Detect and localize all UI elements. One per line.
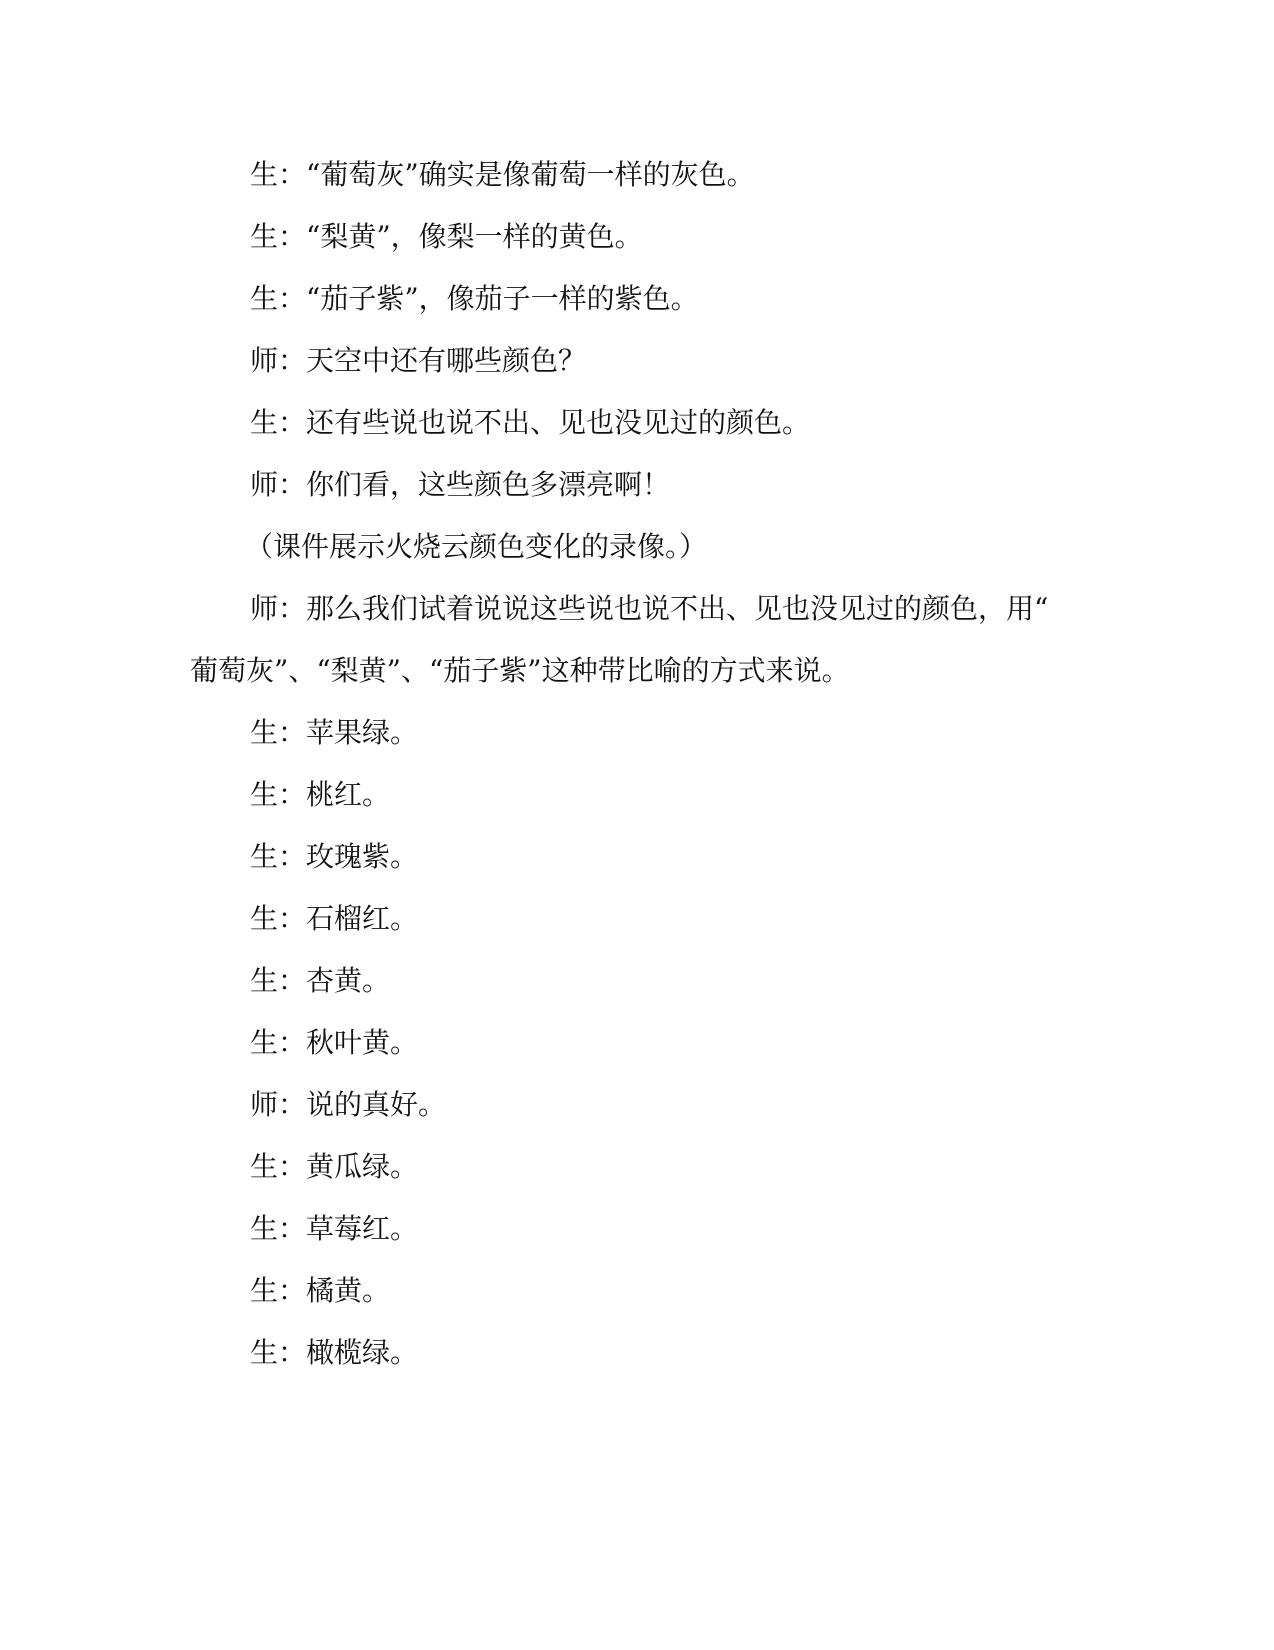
dialogue-line-12: 生：石榴红。 (250, 902, 419, 935)
dialogue-line-15: 师：说的真好。 (250, 1088, 447, 1121)
dialogue-line-14: 生：秋叶黄。 (250, 1026, 419, 1059)
dialogue-line-11: 生：玫瑰紫。 (250, 840, 419, 873)
dialogue-line-16: 生：黄瓜绿。 (250, 1150, 419, 1183)
stage-direction-line: （课件展示火烧云颜色变化的录像。） (245, 530, 708, 563)
dialogue-line-4: 师：天空中还有哪些颜色？ (250, 344, 587, 377)
dialogue-line-17: 生：草莓红。 (250, 1212, 419, 1245)
dialogue-line-13: 生：杏黄。 (250, 964, 391, 997)
dialogue-line-8: 师：那么我们试着说说这些说也说不出、见也没见过的颜色，用“ (250, 592, 1049, 625)
dialogue-line-6: 师：你们看，这些颜色多漂亮啊！ (250, 468, 671, 501)
dialogue-line-5: 生：还有些说也说不出、见也没见过的颜色。 (250, 406, 811, 439)
dialogue-line-2: 生：“梨黄”，像梨一样的黄色。 (250, 220, 643, 253)
dialogue-line-10: 生：桃红。 (250, 778, 391, 811)
dialogue-line-1: 生：“葡萄灰”确实是像葡萄一样的灰色。 (250, 158, 755, 191)
dialogue-line-8-continuation: 葡萄灰”、“梨黄”、“茄子紫”这种带比喻的方式来说。 (190, 654, 850, 687)
dialogue-line-19: 生：橄榄绿。 (250, 1336, 419, 1369)
dialogue-line-3: 生：“茄子紫”，像茄子一样的紫色。 (250, 282, 699, 315)
dialogue-line-18: 生：橘黄。 (250, 1274, 391, 1307)
dialogue-line-9: 生：苹果绿。 (250, 716, 419, 749)
